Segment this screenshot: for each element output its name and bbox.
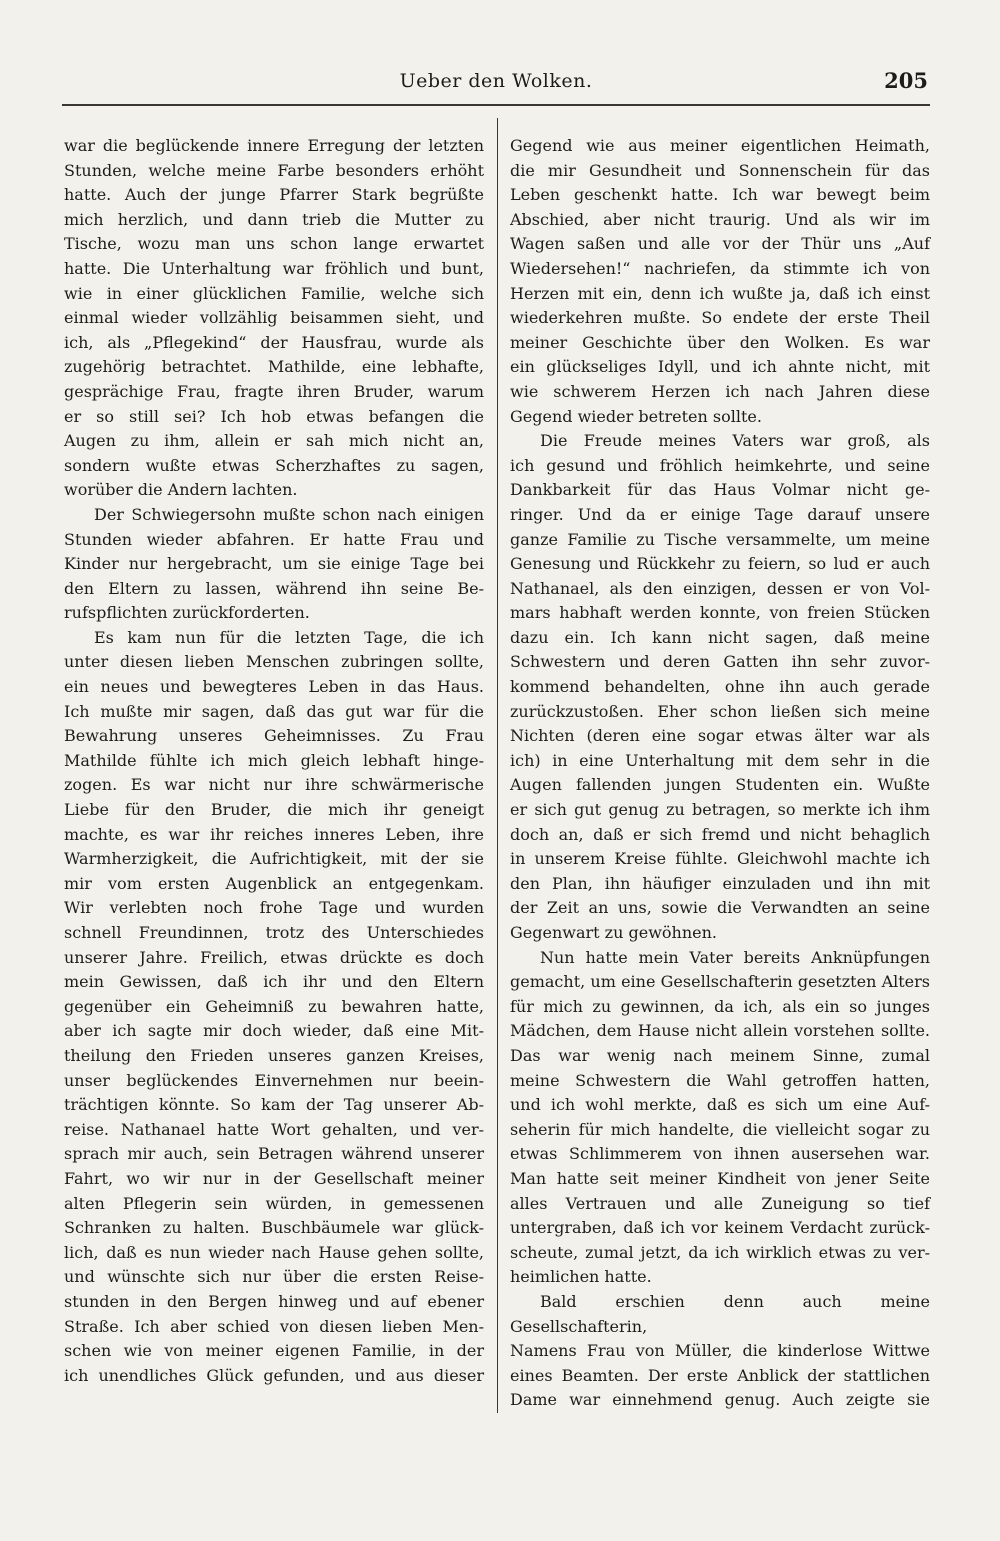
text-line: sprach mir auch, sein Betragen während unserer: [64, 1144, 484, 1164]
text-line: Schranken zu halten. Buschbäumele war glück-: [64, 1218, 484, 1238]
text-line: wie schwerem Herzen ich nach Jahren diese: [510, 381, 930, 401]
text-line: aber ich sagte mir doch wieder, daß eine Mit-: [64, 1021, 484, 1041]
text-line: theilung den Frieden unseres ganzen Kreises,: [64, 1045, 484, 1065]
text-line: doch an, daß er sich fremd und nicht behaglich: [510, 824, 930, 844]
page-number: 205: [884, 68, 928, 93]
text-line: Stunden wieder abfahren. Er hatte Frau und: [64, 529, 484, 549]
text-line: sondern wußte etwas Scherzhaftes zu sagen,: [64, 455, 484, 475]
text-line: ich unendliches Glück gefunden, und aus dieser: [64, 1365, 484, 1385]
text-line: Dame war einnehmend genug. Auch zeigte sie: [510, 1390, 930, 1410]
text-line: ein neues und bewegteres Leben in das Haus.: [64, 677, 484, 697]
text-line: dazu ein. Ich kann nicht sagen, daß meine: [510, 627, 930, 647]
text-line: er sich gut genug zu betragen, so merkte ich ihm: [510, 800, 930, 820]
text-line: untergraben, daß ich vor keinem Verdacht zurück-: [510, 1218, 930, 1238]
text-line: etwas Schlimmerem von ihnen ausersehen war.: [510, 1144, 930, 1164]
right-column: [510, 134, 930, 1413]
text-line: Das war wenig nach meinem Sinne, zumal: [510, 1045, 930, 1065]
text-line: Schwestern und deren Gatten ihn sehr zuvor-: [510, 652, 930, 672]
text-line: Nichten (deren eine sogar etwas älter war als: [510, 726, 930, 746]
header-rule: [62, 104, 930, 106]
text-line: den Plan, ihn häufiger einzuladen und ihn mit: [510, 873, 930, 893]
text-line: den Eltern zu lassen, während ihn seine Be-: [64, 578, 484, 598]
text-line: schen wie von meiner eigenen Familie, in der: [64, 1341, 484, 1361]
text-line: gegenüber ein Geheimniß zu bewahren hatte,: [64, 996, 484, 1016]
text-line: und wünschte sich nur über die ersten Reise-: [64, 1267, 484, 1287]
text-line: reise. Nathanael hatte Wort gehalten, und ver-: [64, 1119, 484, 1139]
text-line: Liebe für den Bruder, die mich ihr geneigt: [64, 800, 484, 820]
text-line: Wiedersehen!“ nachriefen, da stimmte ich von: [510, 258, 930, 278]
text-line: ringer. Und da er einige Tage darauf unsere: [510, 504, 930, 524]
text-line: worüber die Andern lachten.: [64, 480, 298, 500]
text-line: hatte. Auch der junge Pfarrer Stark begrüßte: [64, 185, 484, 205]
text-line: der Zeit an uns, sowie die Verwandten an seine: [510, 898, 930, 918]
text-line: Die Freude meines Vaters war groß, als: [540, 431, 930, 451]
text-line: zogen. Es war nicht nur ihre schwärmerische: [64, 775, 484, 795]
text-line: seherin für mich handelte, die vielleicht sogar zu: [510, 1119, 930, 1139]
text-line: Herzen mit ein, denn ich wußte ja, daß ich einst: [510, 283, 930, 303]
text-line: unserer Jahre. Freilich, etwas drückte es doch: [64, 947, 484, 967]
text-line: ich gesund und fröhlich heimkehrte, und seine: [510, 455, 930, 475]
text-line: gesprächige Frau, fragte ihren Bruder, warum: [64, 381, 484, 401]
text-line: stunden in den Bergen hinweg und auf ebener: [64, 1291, 484, 1311]
text-line: mich herzlich, und dann trieb die Mutter zu: [64, 209, 484, 229]
text-line: alles Vertrauen und alle Zuneigung so tief: [510, 1193, 930, 1213]
text-line: Gegenwart zu gewöhnen.: [510, 923, 717, 942]
text-line: Wir verlebten noch frohe Tage und wurden: [64, 898, 484, 918]
running-title: Ueber den Wolken.: [399, 70, 593, 92]
text-line: Abschied, aber nicht traurig. Und als wir im: [510, 209, 930, 229]
text-line: Wagen saßen und alle vor der Thür uns „Auf: [510, 234, 930, 254]
text-line: Fahrt, wo wir nur in der Gesellschaft meiner: [64, 1168, 484, 1188]
text-line: meine Schwestern die Wahl getroffen hatten,: [510, 1070, 930, 1090]
text-line: ich) in eine Unterhaltung mit dem sehr in die: [510, 750, 930, 770]
text-line: Gegend wie aus meiner eigentlichen Heimath,: [510, 136, 930, 155]
text-line: lich, daß es nun wieder nach Hause gehen sollte,: [64, 1242, 484, 1262]
text-line: Der Schwiegersohn mußte schon nach einigen: [94, 504, 484, 524]
text-line: Genesung und Rückkehr zu feiern, so lud er auch: [510, 554, 930, 574]
text-line: wiederkehren mußte. So endete der erste Theil: [510, 308, 930, 328]
text-line: er so still sei? Ich hob etwas befangen die: [64, 406, 484, 426]
text-line: Leben geschenkt hatte. Ich war bewegt beim: [510, 185, 930, 205]
text-line: hatte. Die Unterhaltung war fröhlich und bunt,: [64, 258, 484, 278]
text-line: ein glückseliges Idyll, und ich ahnte nicht, mit: [510, 357, 930, 377]
text-line: machte, es war ihr reiches inneres Leben, ihre: [64, 824, 484, 844]
text-line: mir vom ersten Augenblick an entgegenkam.: [64, 873, 484, 893]
text-line: Man hatte seit meiner Kindheit von jener Seite: [510, 1168, 930, 1188]
text-line: Straße. Ich aber schied von diesen lieben Men-: [64, 1316, 484, 1336]
text-line: Warmherzigkeit, die Aufrichtigkeit, mit der sie: [64, 849, 484, 869]
text-line: war die beglückende innere Erregung der letzten: [64, 136, 484, 155]
text-line: Ich mußte mir sagen, daß das gut war für die: [64, 701, 484, 721]
text-line: Kinder nur hergebracht, um sie einige Tage bei: [64, 554, 484, 574]
text-line: Gegend wieder betreten sollte.: [510, 406, 762, 426]
text-line: unter diesen lieben Menschen zubringen sollte,: [64, 652, 484, 672]
text-line: Stunden, welche meine Farbe besonders erhöht: [64, 160, 484, 180]
text-line: mein Gewissen, daß ich ihr und den Eltern: [64, 972, 484, 992]
text-line: die mir Gesundheit und Sonnenschein für das: [510, 160, 930, 180]
text-line: zugehörig betrachtet. Mathilde, eine lebhafte,: [64, 357, 484, 377]
text-line: Tische, wozu man uns schon lange erwartet: [64, 234, 484, 254]
text-line: Dankbarkeit für das Haus Volmar nicht ge-: [510, 480, 930, 500]
text-line: ich, als „Pflegekind“ der Hausfrau, wurde als: [64, 332, 484, 352]
text-line: Mathilde fühlte ich mich gleich lebhaft hinge-: [64, 750, 484, 770]
text-line: Nathanael, als den einzigen, dessen er von Vol-: [510, 578, 930, 598]
column-divider: [497, 118, 498, 1413]
text-line: Mädchen, dem Hause nicht allein vorstehen sollte.: [510, 1021, 930, 1041]
text-line: rufspflichten zurückforderten.: [64, 603, 310, 623]
text-line: und ich wohl merkte, daß es sich um eine Auf-: [510, 1095, 930, 1115]
text-line: Bald erschien denn auch meine Gesellschafterin,: [510, 1291, 930, 1336]
page-header: [62, 70, 930, 100]
text-line: einmal wieder vollzählig beisammen sieht, und: [64, 308, 484, 328]
text-line: für mich zu gewinnen, da ich, als ein so junges: [510, 996, 930, 1016]
text-line: meiner Geschichte über den Wolken. Es war: [510, 332, 930, 352]
text-line: Namens Frau von Müller, die kinderlose Wittwe: [510, 1341, 930, 1361]
text-line: scheute, zumal jetzt, da ich wirklich etwas zu ver-: [510, 1242, 930, 1262]
text-line: Augen fallenden jungen Studenten ein. Wußte: [510, 775, 930, 795]
text-line: eines Beamten. Der erste Anblick der stattlichen: [510, 1365, 930, 1385]
text-line: Augen zu ihm, allein er sah mich nicht an,: [64, 431, 484, 451]
text-line: alten Pflegerin sein würden, in gemessenen: [64, 1193, 484, 1213]
text-line: kommend behandelten, ohne ihn auch gerade: [510, 677, 930, 697]
text-line: Nun hatte mein Vater bereits Anknüpfungen: [540, 947, 930, 967]
text-line: unser beglückendes Einvernehmen nur beein-: [64, 1070, 484, 1090]
text-line: gemacht, um eine Gesellschafterin gesetzten Alters: [510, 972, 930, 992]
text-line: ganze Familie zu Tische versammelte, um meine: [510, 529, 930, 549]
text-line: mars habhaft werden konnte, von freien Stücken: [510, 603, 930, 623]
text-line: schnell Freundinnen, trotz des Unterschiedes: [64, 923, 484, 942]
text-line: wie in einer glücklichen Familie, welche sich: [64, 283, 484, 303]
text-line: trächtigen könnte. So kam der Tag unserer Ab-: [64, 1095, 484, 1115]
text-line: Es kam nun für die letzten Tage, die ich: [94, 627, 484, 647]
text-line: heimlichen hatte.: [510, 1267, 652, 1287]
left-column: [64, 134, 484, 1388]
text-line: in unserem Kreise fühlte. Gleichwohl machte ich: [510, 849, 930, 869]
text-line: Bewahrung unseres Geheimnisses. Zu Frau: [64, 726, 484, 746]
text-line: zurückzustoßen. Eher schon ließen sich meine: [510, 701, 930, 721]
